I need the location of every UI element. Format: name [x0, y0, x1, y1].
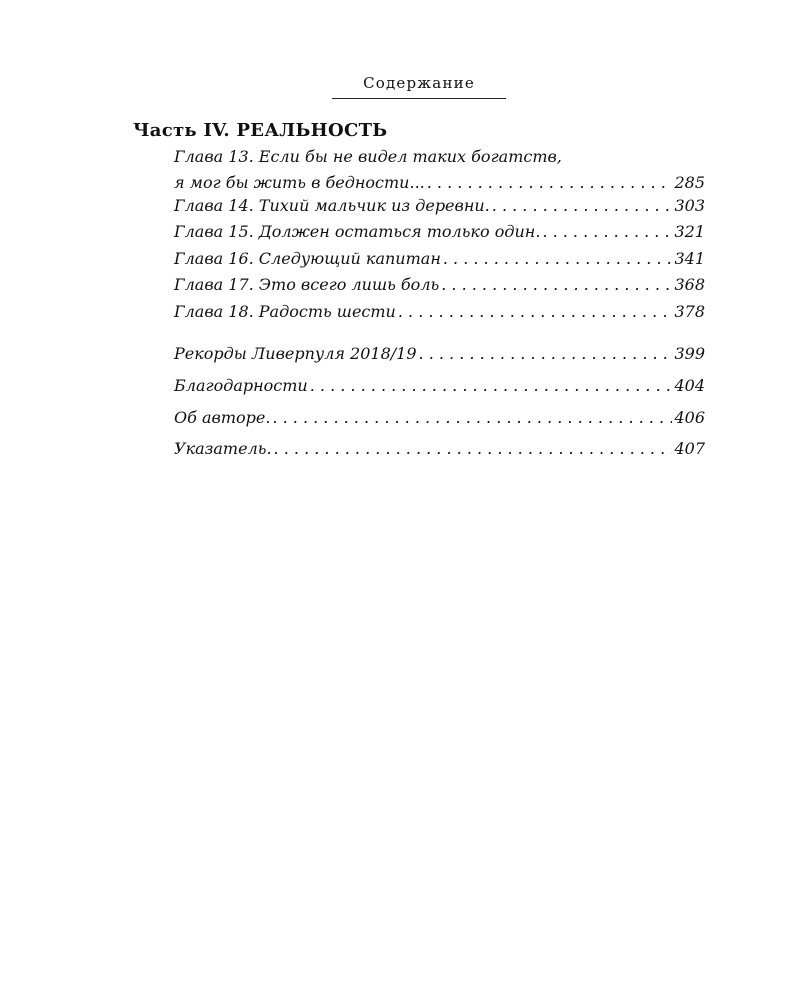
toc-entry-page: 399 — [674, 344, 705, 363]
dot-leader — [441, 274, 672, 296]
toc-entry-index — [174, 438, 705, 460]
toc-entry-page: 404 — [674, 376, 705, 395]
toc-entry-page: 321 — [674, 222, 705, 241]
toc-entry-records — [174, 343, 705, 365]
toc-entry-page: 341 — [674, 249, 705, 268]
toc-entry-label: Благодарности — [174, 376, 308, 395]
toc-entry-label: Рекорды Ливерпуля 2018/19 — [174, 344, 417, 363]
toc-entry-chapter-15 — [174, 221, 705, 243]
toc-entry-chapter-17 — [174, 274, 705, 296]
toc-entry-chapter-18 — [174, 301, 705, 323]
toc-entry-page: 406 — [674, 408, 705, 427]
toc-entry-label: Об авторе. — [174, 408, 271, 427]
toc-entry-label: Глава 14. Тихий мальчик из деревни. — [174, 196, 490, 215]
toc-entry-label: Глава 18. Радость шести — [174, 302, 396, 321]
running-head: Содержание — [332, 74, 506, 99]
toc-entry-label: Глава 15. Должен остаться только один. — [174, 222, 541, 241]
toc-entry-first-line: Глава 13. Если бы не видел таких богатств, — [174, 147, 562, 166]
toc-entry-chapter-14 — [174, 195, 705, 217]
toc-entry-chapter-13 — [174, 146, 705, 194]
dot-leader — [272, 407, 672, 429]
toc-entry-page: 368 — [674, 275, 705, 294]
toc-entry-about-author — [174, 407, 705, 429]
toc-entry-label: Глава 17. Это всего лишь боль — [174, 275, 440, 294]
toc-entry-label: Указатель. — [174, 439, 272, 458]
dot-leader — [542, 221, 672, 243]
toc-entry-chapter-16 — [174, 248, 705, 270]
toc-entry-acknowledgements — [174, 375, 705, 397]
toc-entry-label: Глава 16. Следующий капитан — [174, 249, 441, 268]
dot-leader — [427, 172, 673, 194]
dot-leader — [398, 301, 673, 323]
dot-leader — [274, 438, 673, 460]
toc-entry-page: 378 — [674, 302, 705, 321]
dot-leader — [310, 375, 673, 397]
dot-leader — [443, 248, 673, 270]
toc-entry-page: 285 — [674, 173, 705, 192]
toc-entry-label: я мог бы жить в бедности... — [174, 173, 425, 192]
toc-entry-page: 407 — [674, 439, 705, 458]
dot-leader — [492, 195, 673, 217]
dot-leader — [419, 343, 673, 365]
part-title: Часть IV. РЕАЛЬНОСТЬ — [133, 120, 388, 141]
toc-entry-page: 303 — [674, 196, 705, 215]
